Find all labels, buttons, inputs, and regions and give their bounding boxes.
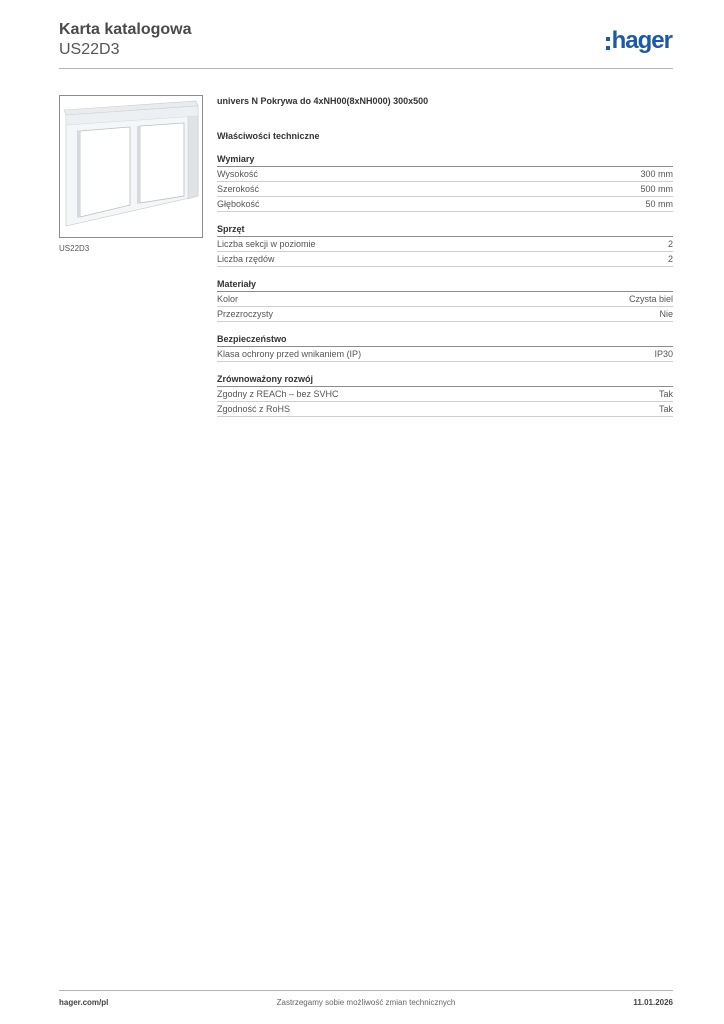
section-title: Właściwości techniczne [217,131,320,141]
spec-row [217,167,673,182]
document-header [59,20,191,60]
spec-row [217,197,673,212]
spec-group-title: Wymiary [217,153,673,167]
spec-row [217,387,673,402]
cover-frame-illustration [60,96,202,237]
spec-value: Czysta biel [628,294,673,304]
logo-colon-icon [606,37,610,50]
hager-logo [606,27,672,55]
spec-row [217,252,673,267]
spec-value: 300 mm [640,169,673,179]
footer-date: 11.01.2026 [633,998,673,1007]
spec-row [217,347,673,362]
specification [217,95,673,417]
spec-label: Szerokość [217,184,260,194]
spec-row [217,402,673,417]
product-name: univers N Pokrywa do 4xNH00(8xNH000) 300x500 [217,96,429,106]
header-divider [59,68,673,69]
spec-row [217,307,673,322]
spec-row [217,237,673,252]
spec-value: 500 mm [640,184,673,194]
spec-row [217,292,673,307]
spec-group-title: Sprzęt [217,223,673,237]
spec-value: Tak [658,404,673,414]
spec-value: IP30 [654,349,673,359]
spec-value: 2 [667,239,673,249]
spec-value: Tak [658,389,673,399]
spec-label: Kolor [217,294,239,304]
spec-group-title: Materiały [217,278,673,292]
spec-row [217,182,673,197]
spec-group [217,278,673,322]
spec-group [217,153,673,212]
spec-label: Klasa ochrony przed wnikaniem (IP) [217,349,362,359]
spec-value: Nie [659,309,673,319]
document-title: Karta katalogowa [59,21,192,38]
spec-label: Zgodny z REACh – bez SVHC [217,389,339,399]
spec-value: 50 mm [645,199,673,209]
spec-label: Zgodność z RoHS [217,404,291,414]
spec-label: Liczba rzędów [217,254,275,264]
spec-group [217,333,673,362]
spec-label: Wysokość [217,169,258,179]
footer-website: hager.com/pl [59,998,109,1007]
spec-groups [217,153,673,417]
logo-text: hager [611,27,672,54]
image-caption: US22D3 [59,244,90,253]
footer-notice: Zastrzegamy sobie możliwość zmian technicznych [276,998,456,1007]
footer-divider [59,990,673,991]
spec-group [217,223,673,267]
spec-group-title: Zrównoważony rozwój [217,373,673,387]
spec-label: Liczba sekcji w poziomie [217,239,316,249]
spec-label: Przezroczysty [217,309,274,319]
spec-label: Głębokość [217,199,260,209]
product-code: US22D3 [59,41,120,58]
spec-value: 2 [667,254,673,264]
spec-group-title: Bezpieczeństwo [217,333,673,347]
spec-group [217,373,673,417]
product-image [59,95,203,238]
